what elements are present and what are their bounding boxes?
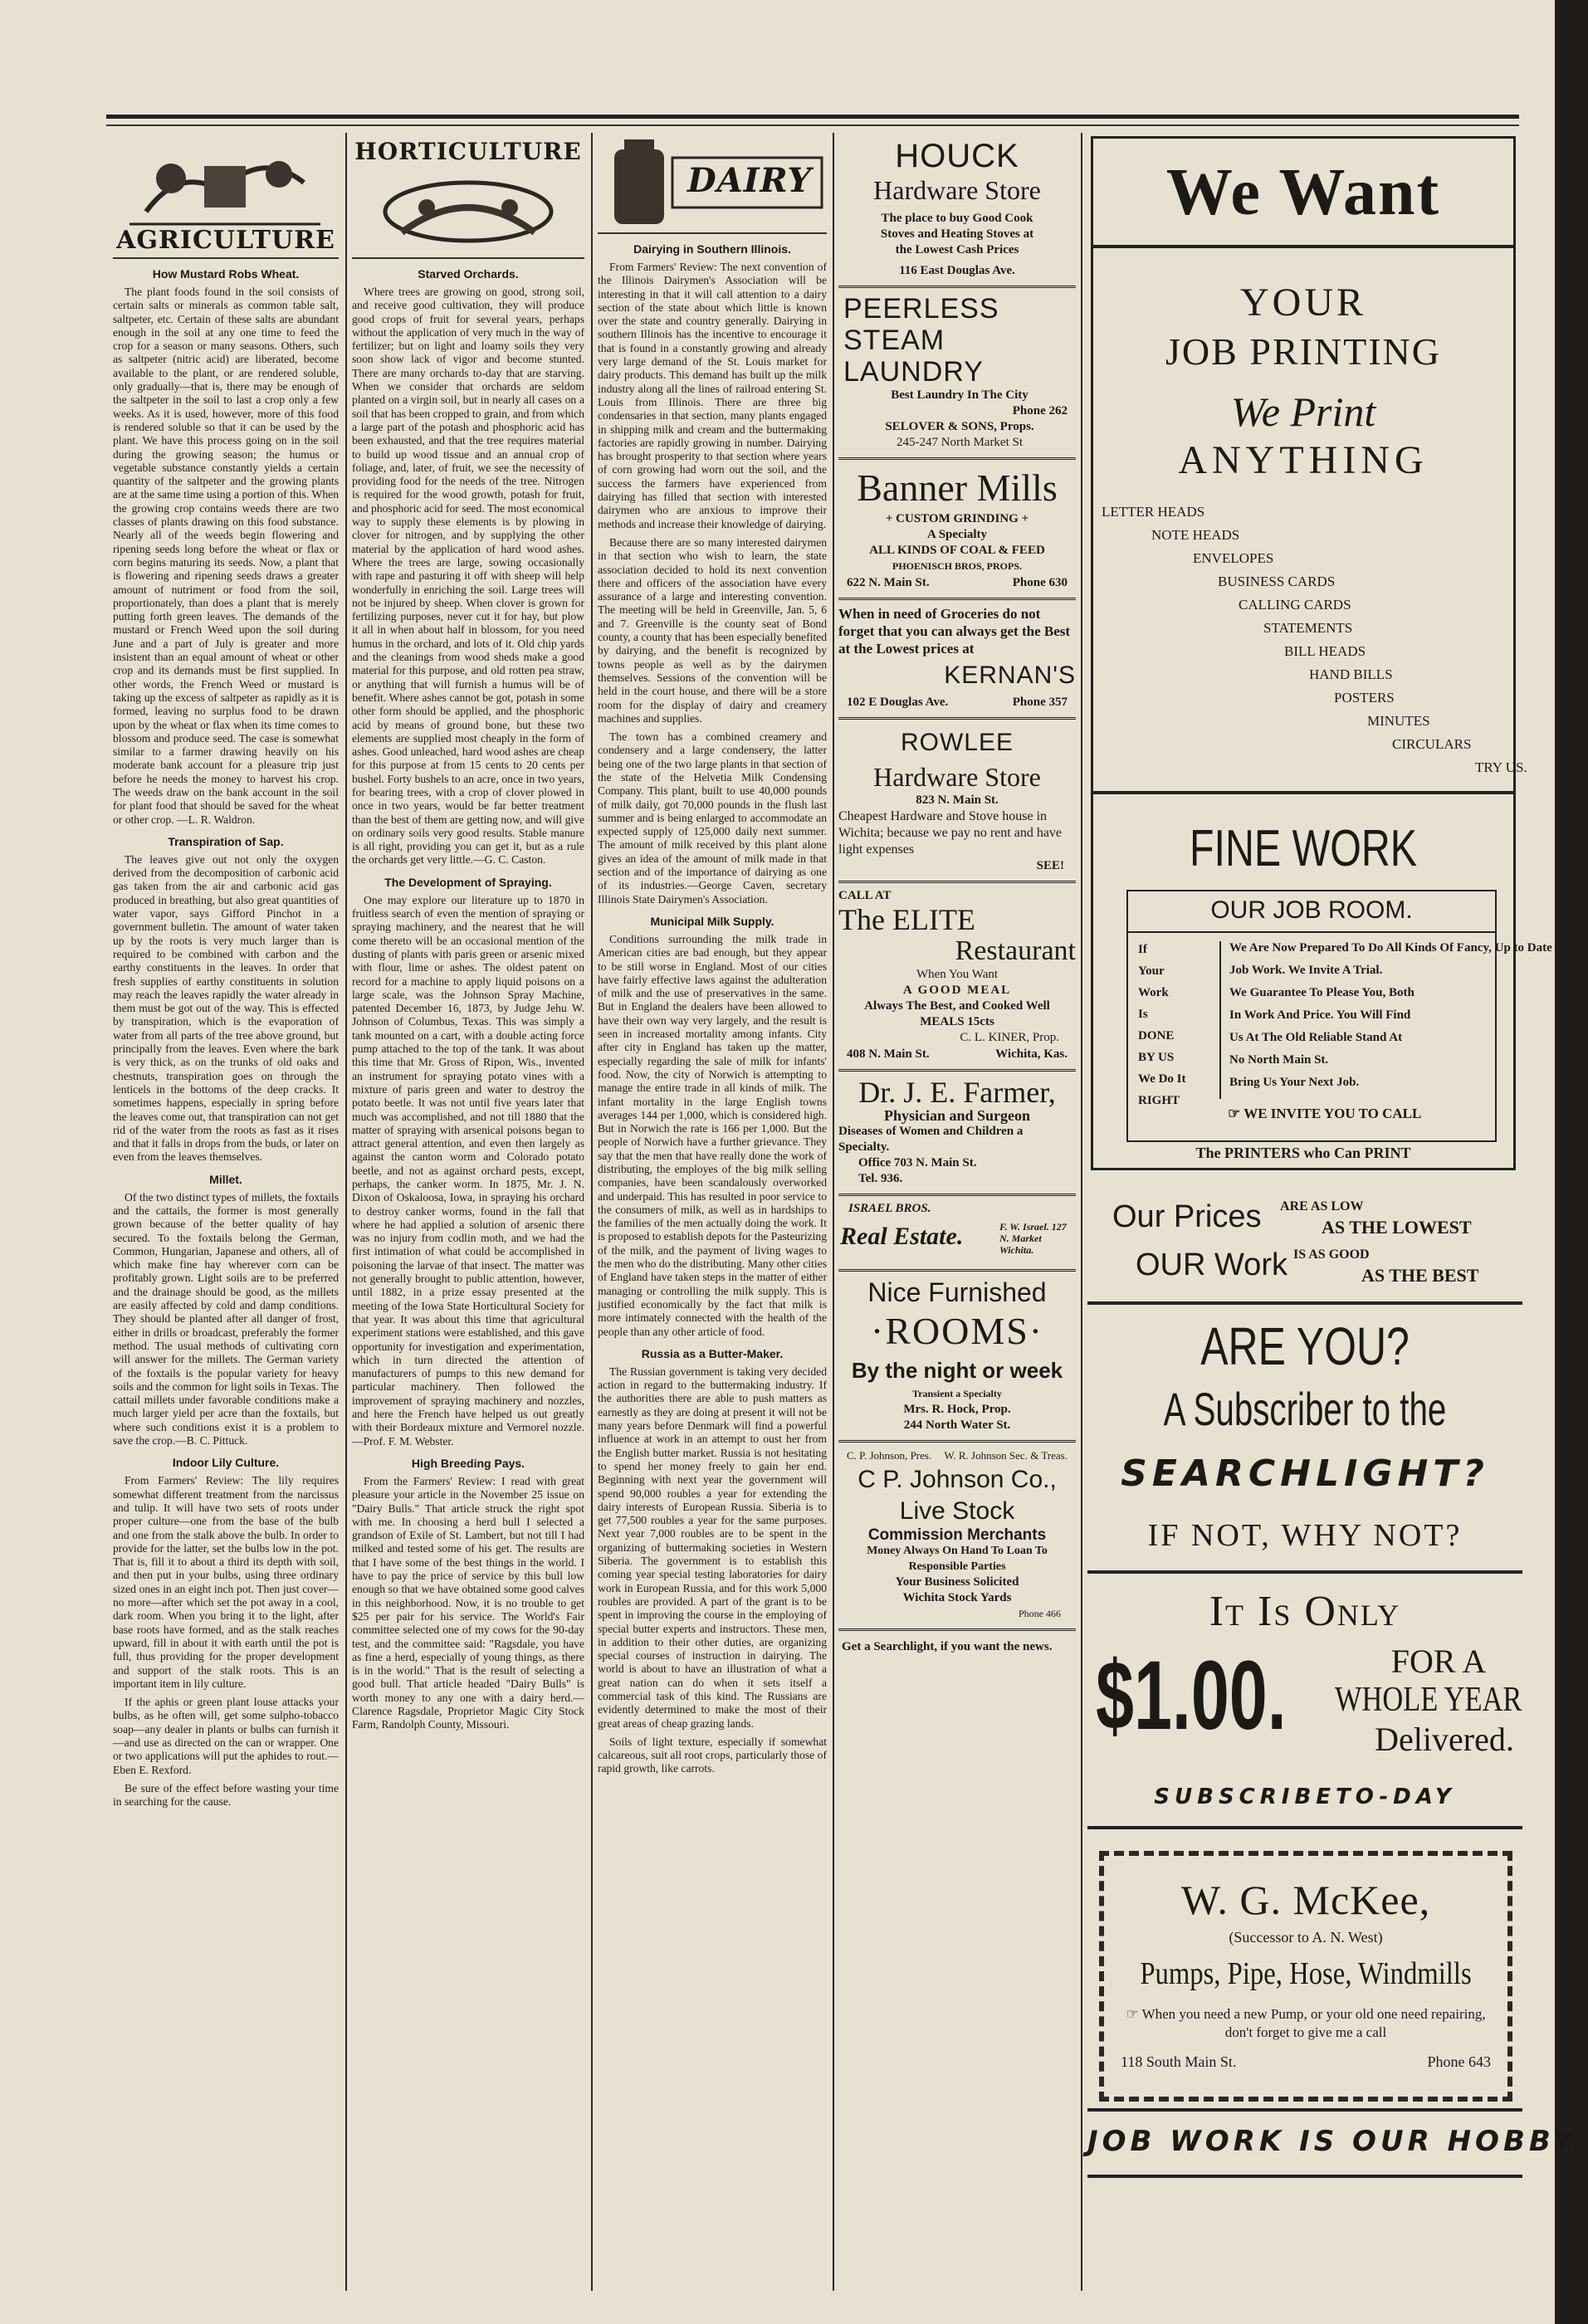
ad-address-row <box>838 574 1076 591</box>
headline: Starved Orchards. <box>418 267 519 281</box>
ad-title: Live Stock <box>899 1497 1015 1525</box>
side-word: RIGHT <box>1138 1094 1180 1107</box>
ad-text: Cheapest Hardware and Stove house in Wichita; because we pay no rent and have light expenses <box>838 809 1063 857</box>
article-paragraph: Of the two distinct types of millets, the foxtails and the cattails, the former is most generally grown because of the better quality of hay secured. To the foxtails belong the German, Common, Hungarian, Japanese and others, all of which make fine hay wherever corn can be profitably grown. Light soils are to be preferred and the drainage should be good, as the millets are easily affected by cold and damp conditions. They should be planted after all danger of frost, either in drills or broadcast, preferably the former method. The usual methods of cultivating corn will answer for the millets. The German variety of the foxtails is the popular variety for heavy soils and the common for light soils in Texas. The cattail millets under favorable conditions make a much larger yield per acre than the foxtails, but where such conditions exist it is a problem to save the crop.—B. C. Pittuck. <box>113 1190 339 1448</box>
divider <box>1091 245 1516 248</box>
your-label: YOUR <box>1239 281 1366 325</box>
invite-text: WE INVITE YOU TO CALL <box>1244 1106 1422 1121</box>
horticulture-banner <box>352 133 584 259</box>
ad-officers-row <box>838 1448 1076 1464</box>
ad-subtitle: Hardware Store <box>873 762 1041 792</box>
ad-title: KERNAN'S <box>944 662 1076 689</box>
article-paragraph: Where trees are growing on good, strong soil, and receive good cultivation, they will produce good crops of fruit for several years, perhaps without the application of very much in the way of fertilizer; but on light and loamy soils they very soon show lack of vigor and become stunted. There are many orchards to-day that are starving. When we consider that orchards are seldom planted on a virgin soil, but in nearly all cases on a soil that has been cropped to grain, and from which a large part of the potash and phosphoric acid has been exhausted, and that the tree requires material to build up wood tissue and an annual crop of foliage, and, later, of fruit, we see the necessity of providing food for the needs of the tree. Nitrogen is required for the wood growth, potash for fruit, and phosphoric acid for seed. The most economical way to supply these elements is by plowing in clover for nitrogen, and by supplying the other material by the application of hard wood ashes. Where the trees are large, sowing occasionally with rape and pasturing it off with sheep will help wonderfully in enriching the soil. Large trees will not be injured by sheep. When clover is grown for fertilizing purposes, never cut it for hay, but plow it all in when about half in blossom, for you need humus in the orchard, and lots of it. Old chip yards and the cleanings from wood sheds make a good material for this purpose, and old rotten pea straw, or anything that will furnish a humus will be of benefit. Where ashes cannot be got, potash in some other form should be applied, and the phosphoric acid by means of ground bone, but these two elements are supplied most cheaply in the form of ashes. Good unleached, hard wood ashes are cheap for this purpose at from 15 cents to 20 cents per bushel. Forty bushels to an acre, once in two years, for bearing trees, with a crop of clover plowed in once in two years, would be far better treatment than the best of them are getting now, and will give on ordinary soils very good results. Stable manure is all right, providing you can get it, but as a rule the orchards get very little.—G. C. Caston. <box>352 286 584 867</box>
ad-title: Banner Mills <box>857 466 1058 509</box>
ad-subtitle: (Successor to A. N. West) <box>1229 1929 1383 1946</box>
ad-title: ISRAEL BROS. <box>848 1202 931 1215</box>
divider <box>1087 1301 1522 1305</box>
job-room-box <box>1126 890 1552 1142</box>
searchlight-note: Get a Searchlight, if you want the news. <box>842 1640 1053 1653</box>
ad-address: 823 N. Main St. <box>916 793 999 807</box>
column-rule <box>1081 133 1082 2291</box>
is-as-good-label: IS AS GOOD <box>1293 1247 1370 1262</box>
column-agriculture <box>113 133 339 2291</box>
ad-israel-bros <box>838 1196 1076 1272</box>
ad-text: When in need of Groceries do not forget that you can always get the Best at the Lowest prices at <box>838 606 1071 657</box>
headline: The Development of Spraying. <box>384 875 552 889</box>
our-prices-label: Our Prices <box>1112 1199 1262 1234</box>
side-word: We Do It <box>1138 1072 1186 1086</box>
ad-address: Office 703 N. Main St. <box>858 1156 977 1169</box>
ad-phone: Phone 466 <box>1019 1608 1061 1619</box>
article-paragraph: From Farmers' Review: The lily requires somewhat different treatment from the narcissus and tulip. It will have two sets of roots under proper culture—one from the base of the bulb and one from the stalk above the bulb. In order to provide for the latter, set the bulbs low in the pot. That is, fill it to about a third its depth with soil, and then put in your bulbs, using three ordinary sized ones in an eight inch pot. Then just cover—no more—after which set the pot away in a cool, dark room. When you bring it to the light, after base roots have formed, and as the stalk reaches upward, fill in about it with earth until the pot is full, thus providing for the proper development and support of the stalk roots. This is an important item in lily culture. <box>113 1474 339 1690</box>
side-word: BY US <box>1138 1051 1175 1064</box>
job-room-line: We Guarantee To Please You, Both <box>1229 986 1415 999</box>
column-horticulture <box>352 133 584 2291</box>
ad-subtitle: Hardware Store <box>873 175 1041 205</box>
ad-phone: Phone 357 <box>1012 696 1068 709</box>
ad-elite-restaurant <box>838 883 1076 1072</box>
agriculture-title: AGRICULTURE <box>116 226 335 255</box>
ad-text: A Specialty <box>926 528 988 541</box>
ad-rowlee-hardware <box>838 720 1076 883</box>
ad-phone: Phone 643 <box>1427 2053 1491 2070</box>
ad-title: Dr. J. E. Farmer, <box>858 1076 1056 1109</box>
subscribe-today-label: SUBSCRIBETO-DAY <box>1154 1784 1456 1809</box>
ad-text: When You Want <box>916 968 999 981</box>
headline: Millet. <box>209 1172 242 1186</box>
ad-text <box>1117 2005 1494 2042</box>
job-room-title: OUR JOB ROOM. <box>1210 896 1413 924</box>
divider <box>1091 791 1516 794</box>
we-print-label: We Print <box>1230 388 1376 435</box>
ad-proprietor: Mrs. R. Hock, Prop. <box>903 1403 1011 1416</box>
divider <box>1087 1826 1522 1829</box>
divider <box>1087 2108 1522 2112</box>
ad-address: 245-247 North Market St <box>896 436 1024 449</box>
ad-text: Wichita Stock Yards <box>902 1591 1012 1604</box>
ad-title: C P. Johnson Co., <box>858 1466 1057 1493</box>
ad-address: 244 North Water St. <box>903 1418 1011 1432</box>
as-the-best-label: AS THE BEST <box>1361 1265 1479 1286</box>
ad-banner-mills <box>838 460 1076 600</box>
hobby-label: JOB WORK IS OUR HOBBY. <box>1087 2125 1588 2158</box>
article-paragraph: The leaves give out not only the oxygen derived from the decomposition of carbonic acid gas taken from the air and carbonic acid gas produced in breathing, but also great quantities of water vapor, says Gifford Pinchot in a government bulletin. The amount of water taken up by the roots is very much larger than is required to be combined with carbon and the earthy constituents in the leaves. In order that fresh supplies of earthy constituents in solution may reach the leaves rapidly the water already in them must be got out of the way. This is effected by transpiration, which is the evaporation of water from all parts of the tree above ground, but principally from the leaves. Even where the bark is very thick, as on the trunks of old oaks and chestnuts, transpiration goes on through the lenticels in the bottoms of the deep cracks. It sometimes happens, especially in spring before the leaves come out, that transpiration can not get rid of the water from the roots as fast as it rises and that it falls in drops from the buds, or later on even from the leaves themselves. <box>113 852 339 1164</box>
job-room-line: We Are Now Prepared To Do All Kinds Of Fancy, Up to Date <box>1229 941 1552 954</box>
ad-subtitle: Commission Merchants <box>867 1526 1047 1544</box>
ad-text: Your Business Solicited <box>895 1575 1019 1589</box>
for-a-label: FOR A <box>1390 1643 1487 1680</box>
side-word: DONE <box>1138 1029 1175 1042</box>
print-item: BILL HEADS <box>1284 643 1366 659</box>
ad-proprietor: C. L. KINER, Prop. <box>960 1031 1059 1044</box>
ad-title: STEAM <box>843 325 945 356</box>
ad-address-row <box>838 694 1076 710</box>
ad-text: When you need a new Pump, or your old one need repairing, don't forget to give me a call <box>1141 2006 1486 2040</box>
article-paragraph: The Russian government is taking very decided action in regard to the buttermaking industry. If the authorities there are able to push matters as earnestly as they are doing at present it will not be many years before Denmark will find a powerful influence at work in an attempt to oust her from the English butter market. Russia is not hesitating to spend her money freely to gain her end. Beginning with next year the government will spend 90,000 roubles a year for extending the dairy interests of European Russia. Siberia is to get 77,500 roubles a year for the same purposes. Next year 7,000 roubles are to be spent in the organizing of buttermaking societies in Western Siberia. The government is to establish this coming year special testing laboratories for dairy work in European Russia, and for this work 5,000 roubles are provided. A part of the grant is to be spent in improving the course in the employing of special butter experts and instructors. These men, in addition to their other duties, are organizing special courses of instruction in dairying. The world is about to have an illustration of what a great nation can do when it sets itself a commercial task of this kind. The Russians are evidently determined to make the most of their great areas of cheap grazing lands. <box>598 1365 827 1730</box>
as-the-lowest-label: AS THE LOWEST <box>1322 1217 1472 1238</box>
headline: Russia as a Butter-Maker. <box>641 1346 784 1360</box>
column-rule <box>345 133 347 2291</box>
job-room-text <box>1219 941 1552 1099</box>
column-dairy <box>598 133 827 2291</box>
horticulture-title: HORTICULTURE <box>354 138 582 165</box>
job-room-line: Job Work. We Invite A Trial. <box>1229 964 1383 977</box>
ad-title: The ELITE <box>838 903 975 936</box>
agriculture-banner <box>113 133 339 259</box>
article-paragraph: The plant foods found in the soil consists of certain salts or minerals as common table salt, saltpeter, etc. Certain of these salts are abundant enough in the soil at any one time to feed the crop for a season or many seasons. Others, such as saltpeter (nitric acid) are liberated, become available to the plant, or are rendered soluble, only gradually—that is, there may be enough of the saltpeter in the soil to last a crop only a few weeks. As it is used, however, more of this food is rendered soluble so that it can be used by the plant. We have this process going on in the soil during the growing season; the humus or vegetable substance constantly yields a certain quantity of the saltpeter and the growing plants are at the same time using a portion of this. When the growing crop contains weeds there are two classes of plants drawing on this food substance. Nearly all of the weeds begin flowering and ripening seeds long before the wheat or flax or corn begins maturing its seeds. Now, a plant that is flowering and ripening seeds draws a greater amount of nutriment or food from the soil, proportionately, than does a plant that is merely putting forth green leaves. The demands of the mustard or French Weed upon the soil during June and a part of July is greater and more insistent than an equal amount of wheat or other crop and its demands must be first supplied. In other words, the French Weed or mustard is taking up the excess of saltpeter as rapidly as it is formed, leaving no surplus food to be drawn upon by the wheat or flax when its time comes to blossom and produce seed. The case is somewhat similar to a farmer drawing heavily on his moderate bank account for a pleasure trip just before he needs the money to harvest his crop. The weeds draw on the bank account in the soil for plant food that should be saved for the wheat or other crop. —L. R. Waldron. <box>113 286 339 826</box>
print-item: CALLING CARDS <box>1239 597 1351 613</box>
mckee-ad <box>1099 1851 1512 2102</box>
column-printing-ads <box>1087 133 1588 2291</box>
job-room-line: In Work And Price. You Will Find <box>1229 1008 1411 1022</box>
ad-text: A GOOD MEAL <box>902 984 1012 997</box>
ad-text: + CUSTOM GRINDING + <box>885 512 1029 525</box>
ad-cp-johnson <box>838 1443 1076 1631</box>
ad-city: Wichita, Kas. <box>995 1047 1068 1061</box>
article-paragraph: Soils of light texture, especially if somewhat calcareous, suit all root crops, particularly those of rapid growth, like carrots. <box>598 1735 827 1775</box>
ad-subtitle: By the night or week <box>851 1358 1063 1383</box>
headline: Transpiration of Sap. <box>168 834 284 848</box>
print-item: MINUTES <box>1367 713 1430 729</box>
ad-address: 118 South Main St. <box>1121 2053 1237 2070</box>
ad-title: Real Estate. <box>840 1223 964 1250</box>
ad-proprietor: SELOVER & SONS, Props. <box>885 420 1034 433</box>
ad-phone: Tel. 936. <box>858 1172 903 1185</box>
print-item: LETTER HEADS <box>1102 504 1205 520</box>
article-paragraph: Because there are so many interested dairymen in that section who wish to learn, the state association decided to hold its next convention there and officers of the association have every assurance of a large and interesting convention. The meeting will be held in Greenville, Jan. 5, 6 and 7. Greenville is the county seat of Bond county, a county that has been especially benefited by dairying, and the benefit is recognized by towns people as well as by the dairymen themselves. Sessions of the convention will be held in the court house, and there will be a store room for the display of dairy and creamery machines and supplies. <box>598 535 827 725</box>
ad-text: CALL AT <box>838 889 892 902</box>
price-label: $1.00. <box>1096 1641 1287 1750</box>
headline: High Breeding Pays. <box>411 1456 525 1470</box>
are-as-low-label: ARE AS LOW <box>1280 1199 1364 1213</box>
headline: Indoor Lily Culture. <box>172 1456 280 1470</box>
column-advertisements <box>838 133 1076 2291</box>
print-item: ENVELOPES <box>1193 550 1274 566</box>
job-printing-label: JOB PRINTING <box>1165 330 1441 373</box>
article-paragraph: The town has a combined creamery and condensery and a large condensery, the latter being one of the two large plants in that section of the state of the Helvetia Milk Condensing Company. This plant, built to use 40,000 pounds of milk daily, got 70,000 pounds in the flush last summer and is being enlarged to accommodate an expected supply of 125,000 daily next summer. The amount of milk received by this plant alone gives an idea of the amount of milk made in that section and of the importance of dairying as one of its industries.—George Caven, secretary Illinois State Dairymen's Association. <box>598 730 827 906</box>
ad-title: ·ROOMS· <box>870 1310 1044 1352</box>
ad-address: 408 N. Main St. <box>847 1047 930 1061</box>
ad-text: Diseases of Women and Children a Specialty. <box>838 1125 1024 1154</box>
print-item: NOTE HEADS <box>1151 527 1240 543</box>
side-word: Your <box>1138 964 1165 978</box>
ad-text: C. P. Johnson, Pres. <box>847 1449 932 1462</box>
side-word: Is <box>1138 1008 1148 1021</box>
fine-work-label: FINE WORK <box>1189 820 1418 877</box>
ad-title: Nice Furnished <box>867 1277 1047 1307</box>
ad-text: Money Always On Hand To Loan To Responsible Parties <box>867 1545 1048 1573</box>
print-item: HAND BILLS <box>1309 666 1393 682</box>
whole-year-label: WHOLE YEAR <box>1335 1681 1522 1719</box>
ad-text: MEALS 15cts <box>920 1015 994 1028</box>
ad-title: W. G. McKee, <box>1180 1877 1431 1923</box>
article-paragraph: From the Farmers' Review: I read with great pleasure your article in the November 25 issue on "Dairy Bulls." That article struck the right spot with me. In choosing a herd bull I selected a grandson of Exile of St. Lambert, but not till I had milked and tested some of his get. The results are that I have some of the best things in the world. I have to pay the price of service by this bull low enough so that we have obtained some good calves in this neighborhood. Now, it is no trouble to get $25 per pair for his service. The World's Fair committee selected one of my cows for the 90-day test, and the committee said: "Ragsdale, you have as fine a herd, especially of young things, as there is in the world." That is the result of selecting a good bull. That article headed "Dairy Bulls" is worth money to any one with a dairy herd.—Clarence Ragsdale, Proprietor Magic City Stock Farm, Randolph County, Missouri. <box>352 1474 584 1731</box>
our-work-label: OUR Work <box>1136 1247 1288 1282</box>
column-rule <box>591 133 593 2291</box>
ad-text: Best Laundry In The City <box>891 388 1029 402</box>
side-word: If <box>1138 943 1147 956</box>
ad-address-row <box>838 1046 1076 1062</box>
ad-phone: Phone 630 <box>1012 576 1068 589</box>
ad-text: Always The Best, and Cooked Well <box>864 999 1050 1013</box>
delivered-label: Delivered. <box>1375 1721 1514 1758</box>
print-item: TRY US. <box>1475 759 1527 775</box>
if-not-label: IF NOT, WHY NOT? <box>1147 1518 1463 1553</box>
article-paragraph: One may explore our literature up to 1870 in fruitless search of even the mention of spraying or spraying machinery, and the nearest that he will come thereto will be an occasional mention of the dusting of plants with paris green or arsenic mixed with flour, lime or ashes. The oldest patent on record for a machine to apply liquid poisons on a large scale, was the Johnson Spray Machine, patented December 16, 1873, by Judge Jehu W. Johnson of Columbus, Texas. This was simply a tank mounted on a cart, with a double acting force pump attached to the top of the tank. It was about this time that Mr. Gross of Ripon, Wis., invented an instrument for spraying potato vines with a mixture of paris green and water to destroy the potato beetle. It was not until five years later that much was accomplished, and not till 1880 that the matter of spraying with arsenical poisons began to attract general attention, and even then largely as against the canton worm and Colorado potato beetle, and not as against orchard pests, except, perhaps, the canker worm. In 1875, Mr. J. N. Dixon of Oskaloosa, Iowa, in spraying his orchard to destroy canker worms, found in the fall that where he had applied a solution of arsenic there was no injury from codlin moth, and we had the first intimation of what could be accomplished in poisoning the larvae of that insect. The matter was not generally brought to public attention, however, until 1882, in a prize essay presented at the meeting of the Iowa State Horticultural Society for that year. It was about this time that agricultural experiment stations were established, and this gave opportunity for investigation and experimentation, which in turn directed the attention of manufacturers of pumps to this new demand for particular machinery. Then followed the improvement of spraying machinery and nozzles, and here the French have helped us out greatly with their Bordeaux mixture and Vermorel nozzle.—Prof. F. M. Webster. <box>352 893 584 1448</box>
printers-tagline: The PRINTERS who Can PRINT <box>1195 1145 1411 1161</box>
are-you-label: ARE YOU? <box>1200 1316 1410 1376</box>
job-printing-ad <box>1091 136 1552 1170</box>
side-word: Work <box>1138 986 1169 999</box>
job-room-line: No North Main St. <box>1229 1053 1329 1067</box>
ad-address: 102 E Douglas Ave. <box>847 696 949 709</box>
we-want-title: We Want <box>1165 156 1441 229</box>
top-rule-thin <box>106 124 1519 126</box>
print-item: BUSINESS CARDS <box>1218 574 1336 589</box>
ad-text: The place to buy Good Cook Stoves and Heating Stoves at the Lowest Cash Prices <box>880 212 1034 256</box>
article-paragraph: From Farmers' Review: The next convention of the Illinois Dairymen's Association will be interesting in that it will call attention to a dairy section of the state about which little is known over the state and country generally. Dairying in southern Illinois has the incentive to encourage it that is found in a constantly growing and already very large demand of the St. Louis market for dairy products. This demand has built up the milk industry along all the lines of railroad entering St. Louis from Illinois. There are three big condensaries in that section, many plants engaged in shipping milk and cream and the buttermaking factories are rapidly growing in number. Dairying has brought prosperity to that section where years of corn growing had worn out the soil, and the success the farmers have experienced from dairying has filled that section with interested dairymen who are anxious to improve their methods and increase their knowledge of dairying. <box>598 261 827 530</box>
ad-title: PEERLESS <box>843 293 999 325</box>
article-paragraph: If the aphis or green plant louse attacks your bulbs, as he often will, get some sulpho-tobacco soap—any dealer in plants or bulbs can furnish it—and use as directed on the can or wrapper. One or two applications will put the aphides to rout.—Eben E. Rexford. <box>113 1696 339 1776</box>
divider <box>1087 1570 1522 1574</box>
headline: How Mustard Robs Wheat. <box>152 267 300 281</box>
ad-title: Restaurant <box>955 935 1076 966</box>
ad-houck-hardware <box>838 133 1076 288</box>
ad-address: 622 N. Main St. <box>847 576 930 589</box>
divider <box>1087 2175 1522 2178</box>
hand-pointer-icon: ☞ <box>1228 1106 1244 1121</box>
ad-text: ALL KINDS OF COAL & FEED <box>869 544 1045 557</box>
job-room-line: Us At The Old Reliable Stand At <box>1229 1031 1403 1044</box>
ad-kernans-groceries <box>838 600 1076 720</box>
ad-phone: Phone 262 <box>1012 404 1068 417</box>
it-is-only-label: It Is Only <box>1209 1588 1401 1635</box>
article-paragraph: Conditions surrounding the milk trade in American cities are bad enough, but they appear to be still worse in England. Most of our cities have fairly effective laws against the adulteration of milk and the use of preservatives in the same. But in England the dealers have been allowed to have their own way very largely, and the result is seen in increased mortality among infants. City after city in England has taken up the matter, especially regarding the sale of milk for infants' food. Now, the city of Norwich is attempting to manage the entire trade in all kinds of milk. The infant mortality in the large English towns averages 144 per 1,000, which is considered high. But in Norwich the rate is 166 per 1,000. But the people of Norwich have a further grievance. They say that the men that have really done the work of distributing, the employes of the big milk selling companies, have been scandalously overworked and underpaid. This has resulted in poor service to the consumers of milk, as well as in hardships to the families of the men actually doing the work. It is proposed to establish depots for the Pasteurizing of the milk, and the payment of living wages to the men who do the distributing. Many other cities of England have taken steps in the matter of either managing or controlling the milk supply. This is justified economically by the fact that milk is more intimately connected with the health of the people than any other article of food. <box>598 932 827 1338</box>
ad-text: SEE! <box>1036 859 1064 872</box>
ad-title: LAUNDRY <box>843 356 984 388</box>
hand-pointer-icon: ☞ <box>1126 2006 1142 2022</box>
ad-title: HOUCK <box>895 138 1019 174</box>
invite-label <box>1228 1106 1421 1122</box>
top-rule <box>106 115 1519 119</box>
ad-address: 116 East Douglas Ave. <box>899 264 1015 277</box>
article-paragraph: Be sure of the effect before wasting your time in searching for the cause. <box>113 1781 339 1809</box>
print-item: POSTERS <box>1334 690 1395 706</box>
ad-proprietor: PHOENISCH BROS, PROPS. <box>892 560 1023 572</box>
ad-title: ROWLEE <box>900 729 1014 756</box>
ad-dr-farmer <box>838 1072 1076 1196</box>
job-room-line: Bring Us Your Next Job. <box>1229 1076 1360 1089</box>
ad-text: Transient a Specialty <box>912 1388 1002 1399</box>
print-item: CIRCULARS <box>1392 736 1472 752</box>
headline: Dairying in Southern Illinois. <box>633 242 791 256</box>
print-item: STATEMENTS <box>1263 620 1353 636</box>
ad-address: F. W. Israel. 127 N. Market Wichita. <box>999 1221 1067 1256</box>
dairy-banner <box>598 133 827 234</box>
dairy-title: DAIRY <box>687 161 812 200</box>
ad-subtitle: Physician and Surgeon <box>883 1107 1031 1124</box>
ad-text: Pumps, Pipe, Hose, Windmills <box>1140 1956 1472 1991</box>
ad-furnished-rooms <box>838 1272 1076 1443</box>
column-rule <box>833 133 834 2291</box>
searchlight-label: SEARCHLIGHT? <box>1121 1452 1489 1495</box>
subscriber-label: A Subscriber to the <box>1163 1383 1447 1435</box>
headline: Municipal Milk Supply. <box>650 914 774 928</box>
ad-peerless-laundry <box>838 288 1076 460</box>
anything-label: ANYTHING <box>1178 438 1429 482</box>
divider <box>1128 931 1495 933</box>
ad-text: W. R. Johnson Sec. & Treas. <box>944 1449 1068 1462</box>
